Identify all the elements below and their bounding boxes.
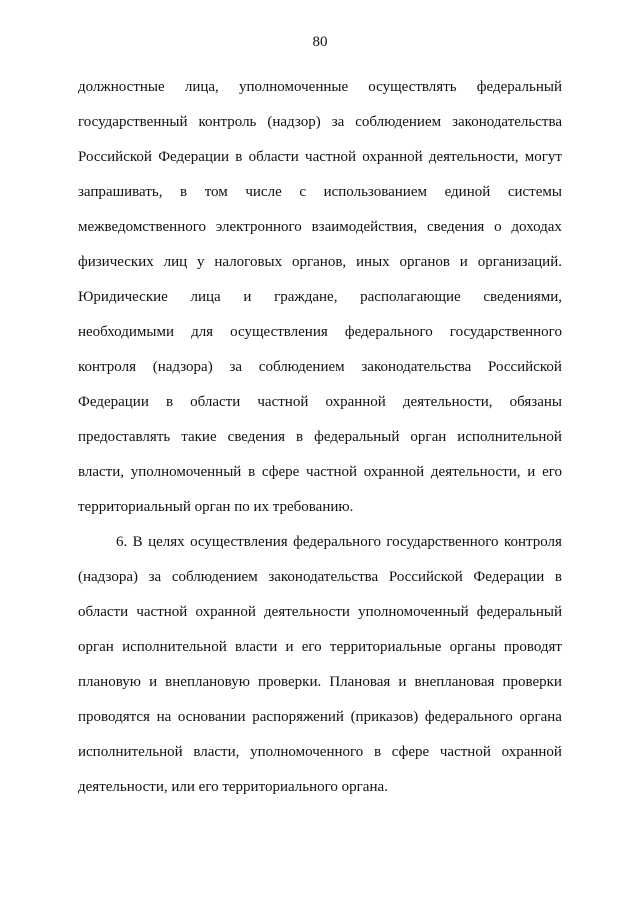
paragraph-p-continuation xyxy=(78,76,562,531)
text-line: межведомственного электронного взаимодействия, сведения о доходах xyxy=(78,219,562,235)
document-body xyxy=(78,76,562,811)
text-line: исполнительной власти, уполномоченного в сфере частной охранной xyxy=(78,744,562,760)
text-line: предоставлять такие сведения в федеральный орган исполнительной xyxy=(78,429,562,445)
text-line: деятельности, или его территориального органа. xyxy=(78,779,388,795)
text-line: проводятся на основании распоряжений (приказов) федерального органа xyxy=(78,709,562,725)
text-line: Федерации в области частной охранной деятельности, обязаны xyxy=(78,394,562,410)
page-number: 80 xyxy=(312,34,328,50)
text-line: орган исполнительной власти и его территориальные органы проводят xyxy=(78,639,562,655)
text-line: запрашивать, в том числе с использованием единой системы xyxy=(78,184,562,200)
text-line: власти, уполномоченный в сфере частной охранной деятельности, и его xyxy=(78,464,562,480)
text-line: должностные лица, уполномоченные осуществлять федеральный xyxy=(78,79,562,95)
text-line: Юридические лица и граждане, располагающие сведениями, xyxy=(78,289,562,305)
text-line: необходимыми для осуществления федерального государственного xyxy=(78,324,562,340)
text-line: территориальный орган по их требованию. xyxy=(78,499,354,515)
text-line: физических лиц у налоговых органов, иных органов и организаций. xyxy=(78,254,562,270)
text-line: Российской Федерации в области частной охранной деятельности, могут xyxy=(78,149,562,165)
text-line: плановую и внеплановую проверки. Плановая и внеплановая проверки xyxy=(78,674,562,690)
paragraph-p-item-6 xyxy=(78,531,562,811)
text-line: области частной охранной деятельности уполномоченный федеральный xyxy=(78,604,562,620)
text-line: (надзора) за соблюдением законодательства Российской Федерации в xyxy=(78,569,562,585)
text-line: контроля (надзора) за соблюдением законодательства Российской xyxy=(78,359,562,375)
text-line: 6. В целях осуществления федерального государственного контроля xyxy=(116,534,562,550)
text-line: государственный контроль (надзор) за соблюдением законодательства xyxy=(78,114,562,130)
